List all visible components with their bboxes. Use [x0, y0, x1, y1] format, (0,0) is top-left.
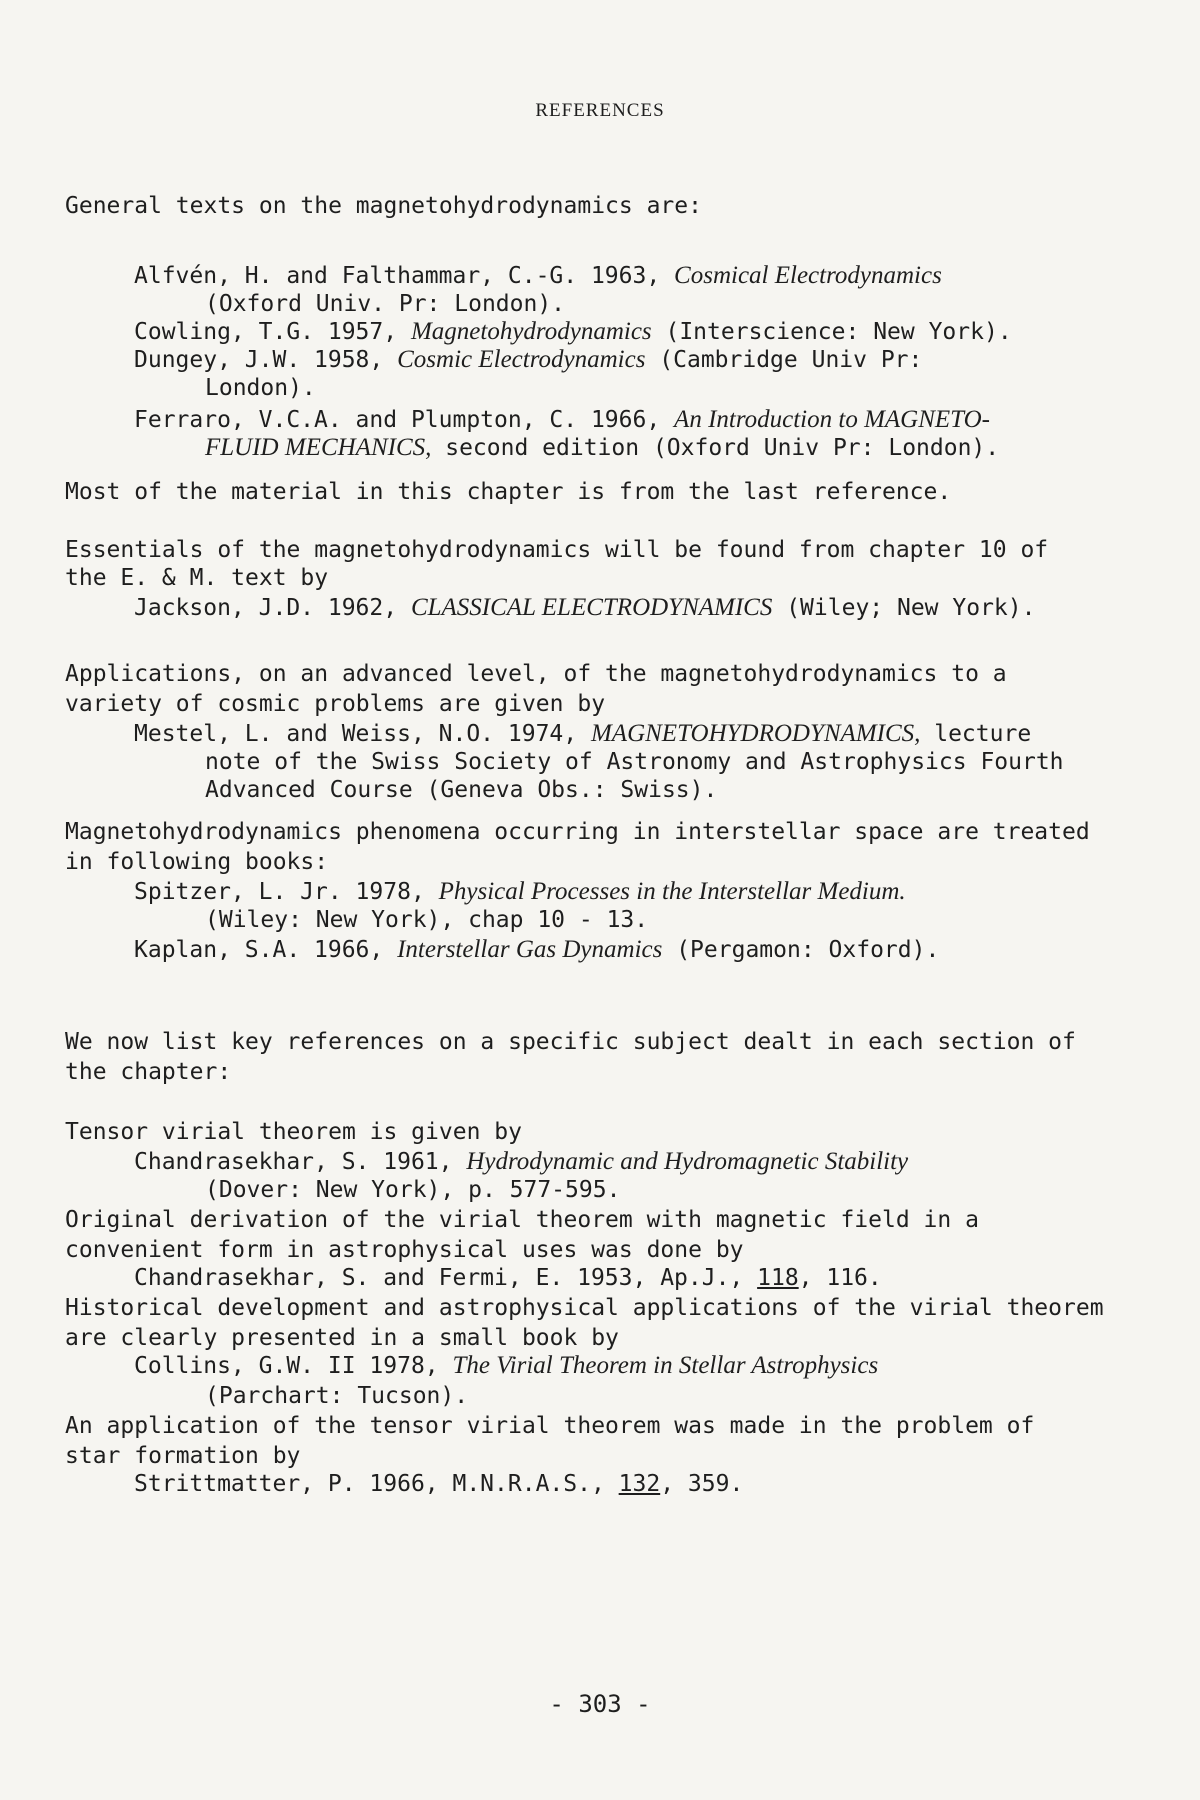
ref-dungey: Dungey, J.W. 1958, Cosmic Electrodynamics (Cambridge Univ Pr: [134, 346, 923, 373]
ref-spitzer-cont: (Wiley: New York), chap 10 - 13. [205, 907, 649, 933]
ref-title: MAGNETOHYDRODYNAMICS, [590, 720, 921, 747]
paragraph: star formation by [65, 1443, 301, 1469]
ref-mestel-cont: Advanced Course (Geneva Obs.: Swiss). [205, 777, 718, 803]
paragraph: variety of cosmic problems are given by [65, 691, 606, 717]
ref-collins: Collins, G.W. II 1978, The Virial Theorem in Stellar Astrophysics [134, 1352, 879, 1379]
ref-title: The Virial Theorem in Stellar Astrophysics [452, 1352, 879, 1379]
page-title: REFERENCES [535, 100, 665, 121]
paragraph: Historical development and astrophysical applications of the virial theorem [65, 1295, 1104, 1321]
ref-ferraro: Ferraro, V.C.A. and Plumpton, C. 1966, An Introduction to MAGNETO- [134, 406, 991, 433]
ref-chandrasekhar-cont: (Dover: New York), p. 577-595. [205, 1177, 621, 1203]
ref-title: An Introduction to MAGNETO- [674, 406, 991, 433]
ref-title: Interstellar Gas Dynamics [397, 936, 663, 963]
ref-title: Cosmical Electrodynamics [674, 262, 942, 289]
ref-mestel: Mestel, L. and Weiss, N.O. 1974, MAGNETOHYDRODYNAMICS, lecture [134, 720, 1032, 747]
paragraph: Original derivation of the virial theorem with magnetic field in a [65, 1207, 979, 1233]
paragraph: An application of the tensor virial theorem was made in the problem of [65, 1413, 1035, 1439]
page-number: - 303 - [549, 1690, 651, 1718]
paragraph: Magnetohydrodynamics phenomena occurring in interstellar space are treated [65, 819, 1090, 845]
paragraph: are clearly presented in a small book by [65, 1325, 619, 1351]
ref-mestel-cont: note of the Swiss Society of Astronomy and Astrophysics Fourth [205, 749, 1064, 775]
ref-title: Physical Processes in the Interstellar Medium. [438, 878, 906, 905]
paragraph: convenient form in astrophysical uses was done by [65, 1237, 744, 1263]
paragraph: Tensor virial theorem is given by [65, 1119, 522, 1145]
paragraph: Essentials of the magnetohydrodynamics will be found from chapter 10 of [65, 537, 1049, 563]
ref-title: FLUID MECHANICS, [205, 434, 432, 461]
paragraph: the chapter: [65, 1059, 232, 1085]
ref-spitzer: Spitzer, L. Jr. 1978, Physical Processes in the Interstellar Medium. [134, 878, 906, 905]
paragraph: Applications, on an advanced level, of the magnetohydrodynamics to a [65, 661, 1007, 687]
ref-ferraro-cont: FLUID MECHANICS, second edition (Oxford Univ Pr: London). [205, 434, 1000, 461]
ref-title: Magnetohydrodynamics [410, 318, 652, 345]
paragraph: the E. & M. text by [65, 565, 329, 591]
ref-chandrasekhar-1961: Chandrasekhar, S. 1961, Hydrodynamic and Hydromagnetic Stability [134, 1148, 909, 1175]
ref-alfven: Alfvén, H. and Falthammar, C.-G. 1963, Cosmical Electrodynamics [134, 262, 942, 289]
ref-dungey-cont: London). [205, 375, 316, 401]
ref-collins-cont: (Parchart: Tucson). [205, 1383, 469, 1409]
ref-kaplan: Kaplan, S.A. 1966, Interstellar Gas Dynamics (Pergamon: Oxford). [134, 936, 940, 963]
ref-alfven-cont: (Oxford Univ. Pr: London). [205, 291, 566, 317]
ref-title: Cosmic Electrodynamics [397, 346, 646, 373]
ref-strittmatter: Strittmatter, P. 1966, M.N.R.A.S., 132, 359. [134, 1471, 744, 1497]
ref-jackson: Jackson, J.D. 1962, CLASSICAL ELECTRODYNAMICS (Wiley; New York). [134, 594, 1036, 621]
paragraph: We now list key references on a specific subject dealt in each section of [65, 1029, 1076, 1055]
ref-chandrasekhar-fermi: Chandrasekhar, S. and Fermi, E. 1953, Ap.J., 118, 116. [134, 1265, 882, 1291]
ref-title: CLASSICAL ELECTRODYNAMICS [410, 594, 773, 621]
general-intro: General texts on the magnetohydrodynamics are: [65, 193, 702, 219]
paragraph: in following books: [65, 849, 329, 875]
ref-cowling: Cowling, T.G. 1957, Magnetohydrodynamics (Interscience: New York). [134, 318, 1012, 345]
ref-title: Hydrodynamic and Hydromagnetic Stability [466, 1148, 909, 1175]
volume-number: 118 [757, 1265, 799, 1291]
volume-number: 132 [618, 1471, 661, 1497]
paragraph: Most of the material in this chapter is from the last reference. [65, 479, 952, 505]
